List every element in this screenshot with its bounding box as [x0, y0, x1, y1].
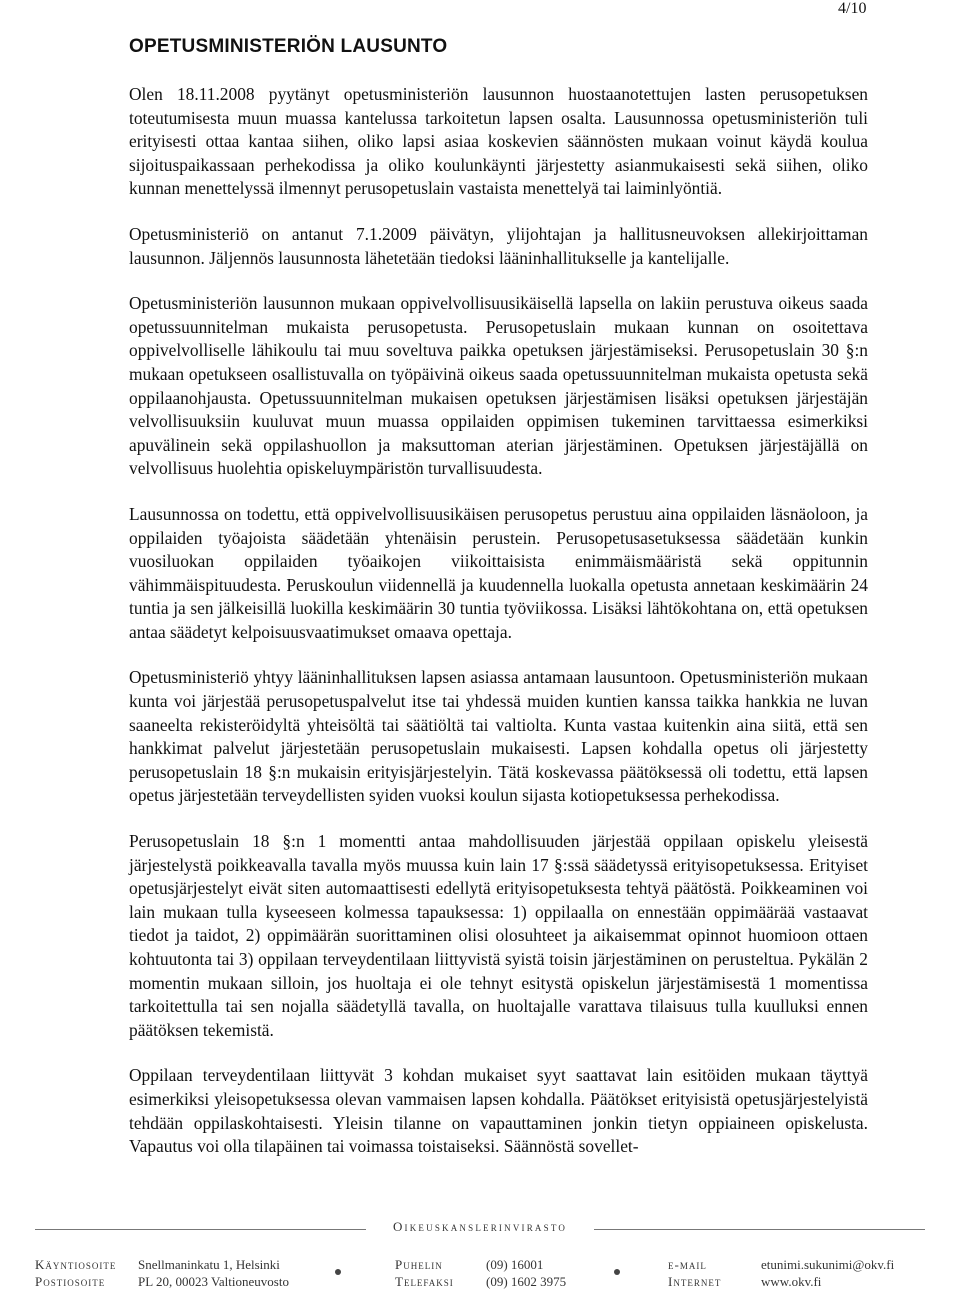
fax-number: (09) 1602 3975	[486, 1274, 567, 1289]
phone-label: Puhelin	[395, 1257, 443, 1272]
paragraph: Lausunnossa on todettu, että oppivelvollisuusikäisen perusopetus perustuu aina oppilaiden läsnäoloon, ja oppilaiden työajoista säädetään yhtenäisin perustein. Perusopetusasetuksessa säädetään kunkin vuosiluokan oppilaiden työaikojen viikoittaisista enimmäismääristä sekä oppitunnin vähimmäispituudesta. Peruskoulun viidennellä ja kuudennella luokalla opetusta annetaan keskimäärin 24 tuntia ja sen jälkeisillä luokilla keskimäärin 30 tuntia työviikossa. Lisäksi lähtökohtana on, että opetuksen antaa säädetyt kelpoisuusvaatimukset omaava opettaja.	[129, 503, 868, 642]
paragraph: Perusopetuslain 18 §:n 1 momentti antaa mahdollisuuden järjestää oppilaan opiskelu yleisestä järjestelystä poikkeavalla tavalla myös muussa kuin lain 17 §:ssä säädetyssä erityisopetuksessa. Erityiset opetusjärjestelyt eivät siten automaattisesti edellytä erityisopetuksesta tehtyä päätöstä. Poikkeaminen voi lain mukaan tulla kyseeseen kolmessa tapauksessa: 1) oppilaalla on ennestään oppimäärää vastaavat tiedot ja taidot, 2) oppimäärän suorittaminen olisi olosuhteet ja aikaisemmat opinnot huomioon ottaen kohtuutonta tai 3) oppilaan terveydentilaan liittyvistä syistä toisin järjestäminen on perusteltua. Pykälän 2 momentin mukaan silloin, jos huoltaja ei ole tehnyt esitystä opiskelun järjestämisestä 1 momentissa tarkoitettulla tai sen nojalla säädetyllä tavalla, on huoltajalle varattava tilaisuus tulla kuulluksi ennen päätöksen tekemistä.	[129, 831, 868, 1040]
paragraph: Opetusministeriön lausunnon mukaan oppivelvollisuusikäisellä lapsella on lakiin perustuva oikeus saada opetussuunnitelman mukaista perusopetusta. Perusopetuslain mukaan kunnan on osoitettava oppivelvolliselle lähikoulu tai muu soveltuva paikka opetuksen järjestämiseksi. Perusopetuslain 30 §:n mukaan opetukseen osallistuvalla on työpäivinä oikeus saada opetussuunnitelman mukaista opetusta sekä oppilaanohjausta. Opetussuunnitelman mukaisen opetuksen järjestämisen lisäksi opetuksen järjestäjän velvollisuuksiin kuuluvat muun muassa oppilaiden oppimisen tukeminen tarvittaessa esimerkiksi apuvälinein sekä oppilashuollon ja maksuttoman aterian järjestäminen. Opetuksen järjestäjällä on velvollisuus huolehtia opiskeluympäristön turvallisuudesta.	[129, 293, 868, 479]
visiting-address: Snellmaninkatu 1, Helsinki	[138, 1257, 280, 1272]
footer-organization-name: Oikeuskanslerinvirasto	[392, 1219, 568, 1234]
paragraph: Olen 18.11.2008 pyytänyt opetusministeriön lausunnon huostaanotettujen lasten perusopetuksen toteutumisesta muun muassa kantelussa tarkoitetun lapsen osalta. Lausunnossa opetusministeriön tuli erityisesti ottaa kantaa siihen, oliko lapsi asiaa koskevien säännösten mukaan voinut käydä koulua sijoituspaikassaan perhekodissa ja oliko koulunkäynti järjestetty asianmukaisesti sekä siihen, oliko kunnan menettelyssä ilmennyt perusopetuslain vastaista menettelyä tai laiminlyöntiä.	[129, 84, 868, 199]
website-link[interactable]: www.okv.fi	[761, 1274, 822, 1289]
phone-number: (09) 16001	[486, 1257, 544, 1272]
visiting-address-label: Käyntiosoite	[35, 1257, 117, 1272]
footer-divider-left	[35, 1229, 366, 1230]
separator-dot-icon	[335, 1269, 341, 1275]
document-body	[129, 83, 868, 1181]
paragraph: Oppilaan terveydentilaan liittyvät 3 kohdan mukaiset syyt saattavat lain esitöiden mukaan täyttyä esimerkiksi yleisopetuksessa olevan vammaisen lapsen kohdalla. Päätökset erityisistä opetusjärjestelyistä tehdään oppilaskohtaisesti. Yleisin tilanne on vapauttaminen jonkin tietyn oppiaineen opiskelusta. Vapautus voi olla tilapäinen tai voimassa toistaiseksi. Säännöstä sovellet-	[129, 1065, 868, 1157]
paragraph: Opetusministeriö yhtyy lääninhallituksen lapsen asiassa antamaan lausuntoon. Opetusministeriön mukaan kunta voi järjestää perusopetuspalvelut itse tai yhdessä muiden kuntien kanssa taikka hankkia ne luvan saaneelta rekisteröidyltä yhteisöltä tai säätiöltä tai valtiolta. Kunta vastaa kuitenkin aina siitä, että sen hankkimat palvelut järjestetään perusopetuslain mukaisesti. Lapsen kohdalla opetus oli järjestetty perusopetuslain 18 §:n mukaisin erityisjärjestelyin. Tätä koskevassa päätöksessä oli todettu, että lapsen opetus järjestetään terveydellisten syiden vuoksi koulun sijasta kotiopetuksessa perhekodissa.	[129, 667, 868, 806]
document-heading: OPETUSMINISTERIÖN LAUSUNTO	[129, 36, 448, 57]
postal-address: PL 20, 00023 Valtioneuvosto	[138, 1274, 289, 1289]
fax-label: Telefaksi	[395, 1274, 454, 1289]
separator-dot-icon	[614, 1269, 620, 1275]
page-number: 4/10	[838, 0, 867, 17]
postal-address-label: Postiosoite	[35, 1274, 106, 1289]
email-address[interactable]: etunimi.sukunimi@okv.fi	[761, 1257, 895, 1272]
internet-label: Internet	[668, 1274, 722, 1289]
email-label: e-mail	[668, 1257, 707, 1272]
paragraph: Opetusministeriö on antanut 7.1.2009 päivätyn, ylijohtajan ja hallitusneuvoksen allekirjoittaman lausunnon. Jäljennös lausunnosta lähetetään tiedoksi lääninhallitukselle ja kantelijalle.	[129, 223, 868, 268]
footer-divider-right	[594, 1229, 925, 1230]
